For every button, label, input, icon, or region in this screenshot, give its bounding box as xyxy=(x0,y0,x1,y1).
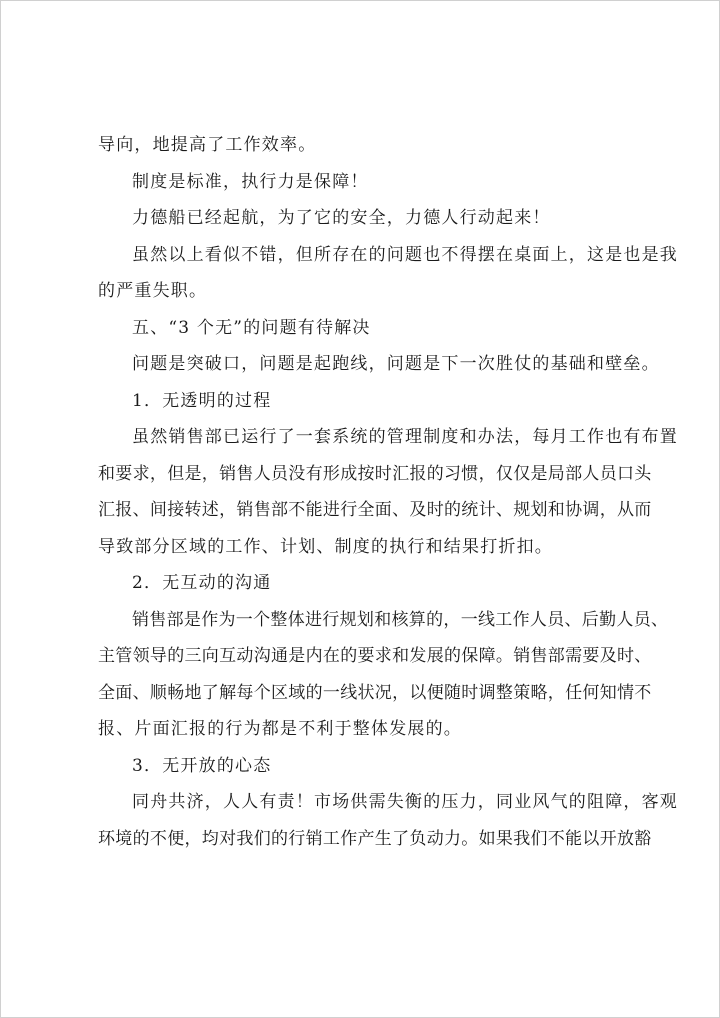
paragraph-line: 报、片面汇报的行为都是不利于整体发展的。 xyxy=(98,719,462,739)
subsection-heading: 2．无互动的沟通 xyxy=(132,573,272,593)
paragraph-line: 虽然以上看似不错，但所存在的问题也不得摆在桌面上，这是也是我 xyxy=(132,244,678,265)
paragraph-line: 虽然销售部已运行了一套系统的管理制度和办法，每月工作也有布置 xyxy=(132,427,678,447)
paragraph-line: 和要求，但是，销售人员没有形成按时汇报的习惯，仅仅是局部人员口头 xyxy=(98,463,652,484)
paragraph-line: 力德船已经起航，为了它的安全，力德人行动起来！ xyxy=(132,208,551,228)
paragraph-line: 主管领导的三向互动沟通是内在的要求和发展的保障。销售部需要及时、 xyxy=(98,646,652,666)
paragraph-line: 的严重失职。 xyxy=(98,281,208,301)
paragraph-line: 环境的不便，均对我们的行销工作产生了负动力。如果我们不能以开放豁 xyxy=(98,828,652,849)
paragraph-line: 制度是标准，执行力是保障！ xyxy=(132,171,369,192)
paragraph-line: 导向，地提高了工作效率。 xyxy=(98,135,317,155)
document-body xyxy=(98,127,678,857)
paragraph-line: 问题是突破口，问题是起跑线，问题是下一次胜仗的基础和壁垒。 xyxy=(132,354,660,374)
paragraph-line: 汇报、间接转述，销售部不能进行全面、及时的统计、规划和协调，从而 xyxy=(98,500,652,520)
subsection-heading: 3．无开放的心态 xyxy=(132,755,272,776)
subsection-heading: 1．无透明的过程 xyxy=(132,390,272,411)
paragraph-line: 导致部分区域的工作、计划、制度的执行和结果打折扣。 xyxy=(98,536,553,557)
paragraph-line: 全面、顺畅地了解每个区域的一线状况，以便随时调整策略，任何知情不 xyxy=(98,682,652,703)
section-heading: 五、“3 个无”的问题有待解决 xyxy=(132,317,371,338)
paragraph-line: 销售部是作为一个整体进行规划和核算的，一线工作人员、后勤人员、 xyxy=(132,609,669,630)
paragraph-line: 同舟共济，人人有责！市场供需失衡的压力，同业风气的阻障，客观 xyxy=(132,792,678,812)
